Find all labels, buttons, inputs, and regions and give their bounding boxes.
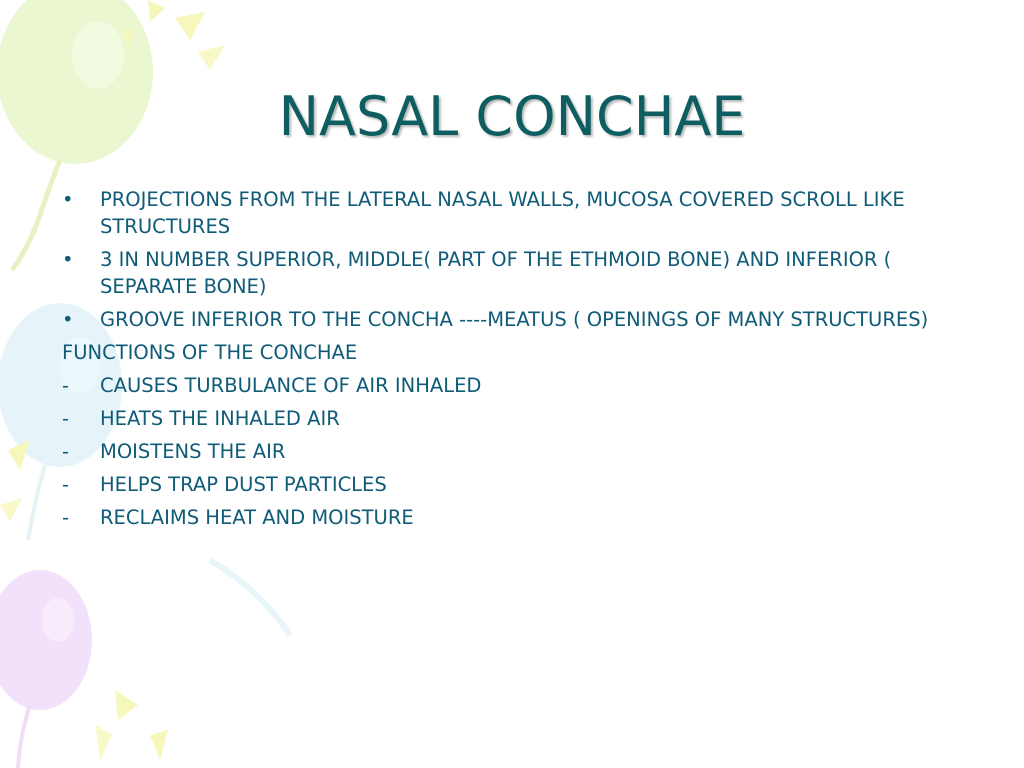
function-item	[62, 504, 962, 531]
purple-balloon-icon	[0, 570, 92, 710]
function-item	[62, 438, 962, 465]
function-text: HEATS THE INHALED AIR	[100, 407, 340, 430]
streamer-icon	[148, 0, 165, 22]
bullet-marker: •	[62, 248, 74, 271]
function-text: RECLAIMS HEAT AND MOISTURE	[100, 506, 414, 529]
bullet-marker: •	[62, 188, 74, 211]
bullet-text: 3 IN NUMBER SUPERIOR, MIDDLE( PART OF THE ETHMOID BONE) AND INFERIOR ( SEPARATE BONE)	[100, 248, 892, 298]
function-item	[62, 372, 962, 399]
bullet-text: GROOVE INFERIOR TO THE CONCHA ----MEATUS ( OPENINGS OF MANY STRUCTURES)	[100, 308, 929, 331]
function-text: MOISTENS THE AIR	[100, 440, 286, 463]
bullet-marker: •	[62, 308, 74, 331]
dash-marker: -	[62, 440, 70, 463]
dash-marker: -	[62, 506, 70, 529]
function-text: CAUSES TURBULANCE OF AIR INHALED	[100, 374, 482, 397]
functions-heading: FUNCTIONS OF THE CONCHAE	[62, 341, 358, 364]
bullet-text: PROJECTIONS FROM THE LATERAL NASAL WALLS, MUCOSA COVERED SCROLL LIKE STRUCTURES	[100, 188, 905, 238]
function-item	[62, 471, 962, 498]
slide-title: NASAL CONCHAE	[278, 85, 746, 148]
dash-marker: -	[62, 473, 70, 496]
slide-body	[62, 186, 962, 537]
dash-marker: -	[62, 374, 70, 397]
bullet-item	[62, 186, 962, 240]
function-text: HELPS TRAP DUST PARTICLES	[100, 473, 387, 496]
bullet-item	[62, 306, 962, 333]
bullet-item	[62, 246, 962, 300]
dash-marker: -	[62, 407, 70, 430]
function-item	[62, 405, 962, 432]
